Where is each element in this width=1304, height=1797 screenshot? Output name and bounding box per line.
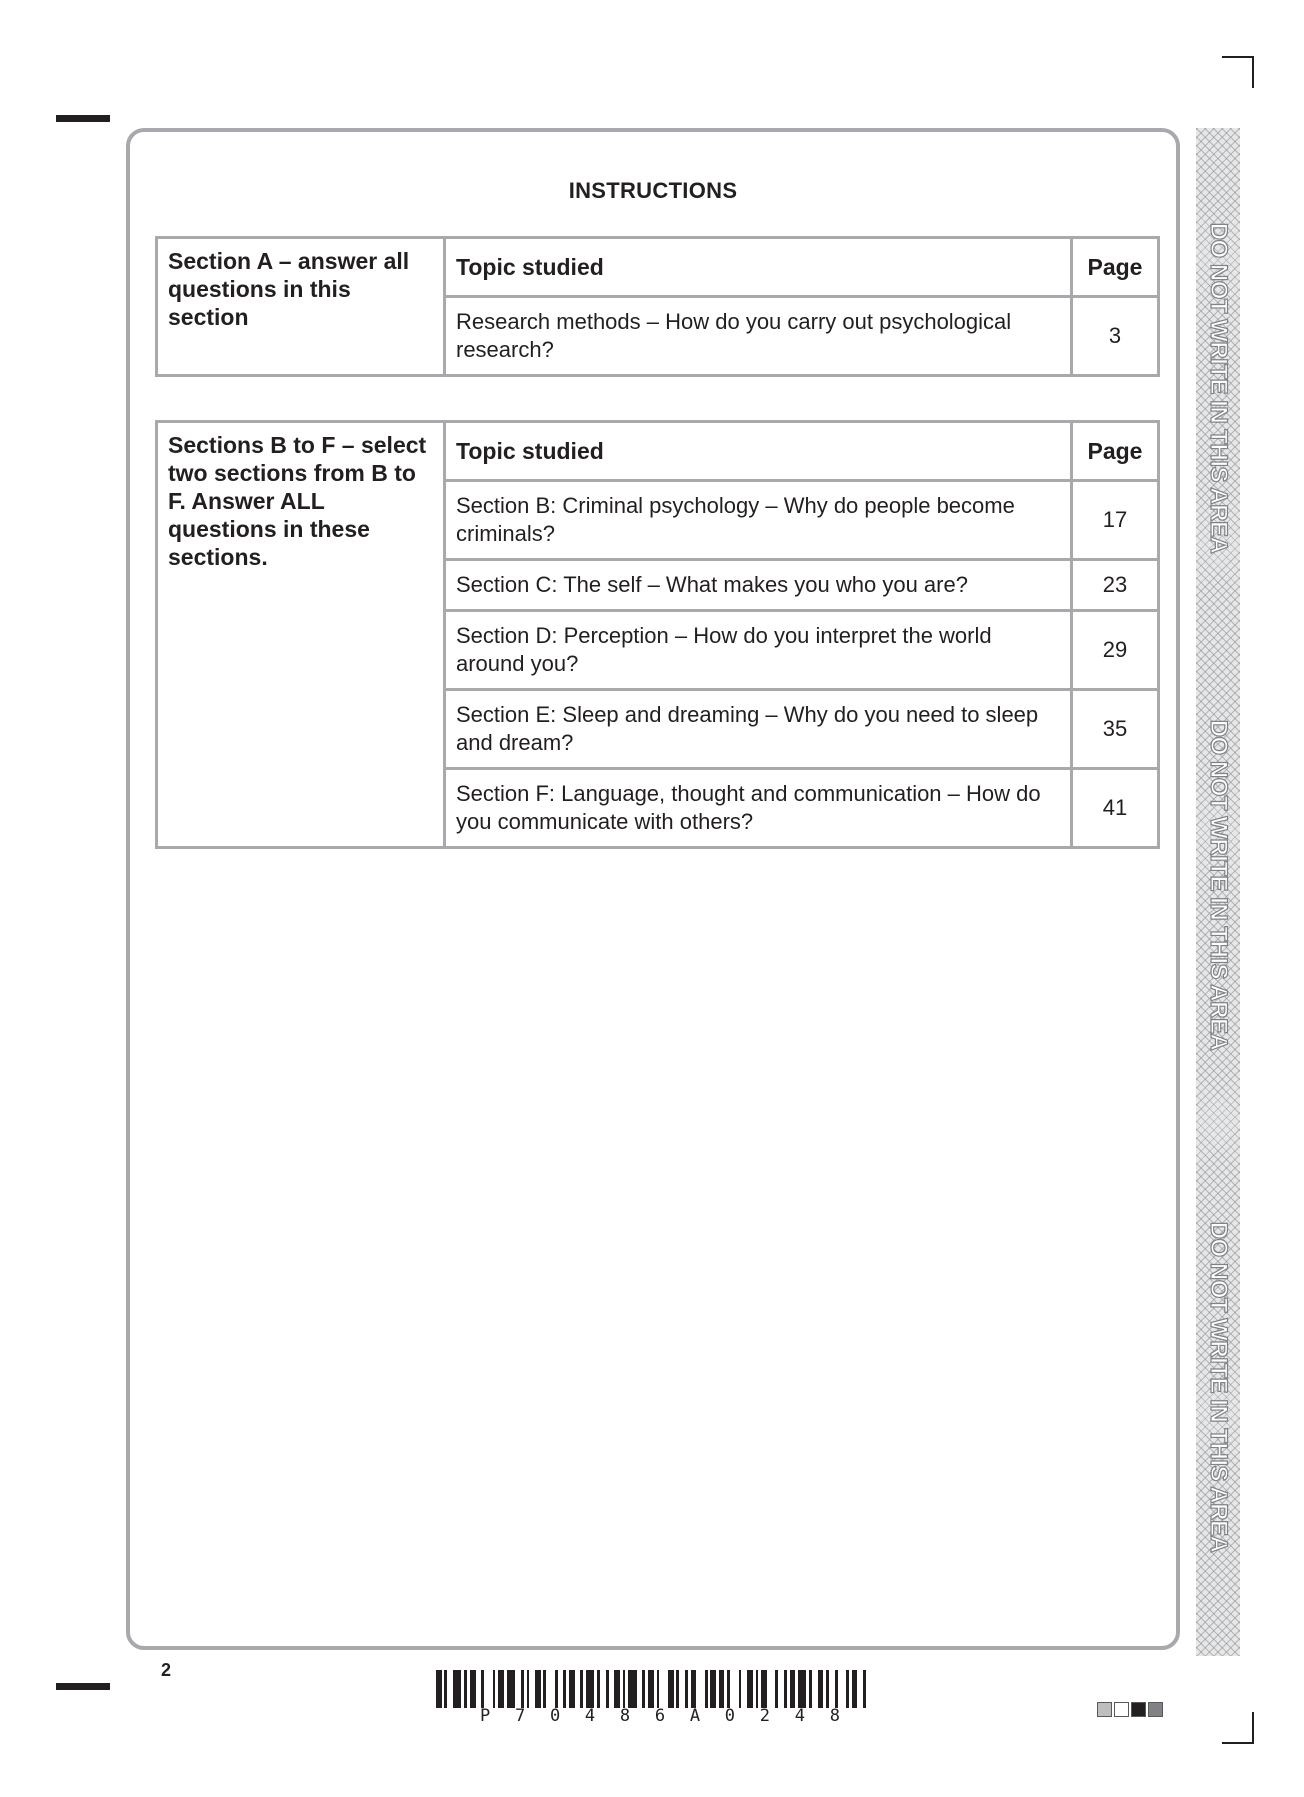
sections-b-f-instruction: Sections B to F – select two sections from B to F. Answer ALL questions in these sections. [157,422,445,848]
barcode-bar [484,1670,492,1708]
registration-dash-top [56,115,110,122]
barcode-char: 0 [549,1706,561,1726]
indicator-square [1097,1702,1112,1717]
page-cell: 17 [1072,481,1159,560]
header-topic: Topic studied [445,422,1072,481]
barcode-bar [767,1670,775,1708]
crop-mark-top-right-vertical [1252,56,1254,88]
barcode-char: 0 [724,1706,736,1726]
margin-warning-3: DO NOT WRITE IN THIS AREA [1205,1221,1232,1553]
registration-dash-bottom [56,1683,110,1690]
barcode-bar [453,1670,461,1708]
page-cell: 3 [1072,297,1159,376]
crop-mark-bottom-right-vertical [1252,1712,1254,1744]
page-cell: 29 [1072,611,1159,690]
indicator-square [1131,1702,1146,1717]
barcode-char: 7 [514,1706,526,1726]
table-header-row [157,422,1159,481]
topic-cell: Section B: Criminal psychology – Why do people become criminals? [445,481,1072,560]
barcode-char: 4 [584,1706,596,1726]
barcode-char: 6 [654,1706,666,1726]
barcode-bar [798,1670,806,1708]
page-number: 2 [161,1660,172,1680]
barcode-char: P [480,1706,491,1726]
sections-b-f-table [155,420,1160,849]
barcode-char: 8 [829,1706,840,1726]
barcode-bar [586,1670,594,1708]
barcode-text [480,1706,840,1726]
barcode-char: A [689,1706,701,1726]
page-cell: 35 [1072,690,1159,769]
barcode-bar [546,1670,554,1708]
page-cell: 41 [1072,769,1159,848]
barcode-bar [866,1670,872,1708]
topic-cell: Research methods – How do you carry out psychological research? [445,297,1072,376]
topic-cell: Section F: Language, thought and communication – How do you communicate with others? [445,769,1072,848]
page-title: INSTRUCTIONS [568,178,738,203]
topic-cell: Section C: The self – What makes you who you are? [445,560,1072,611]
barcode-bar [838,1670,846,1708]
indicator-square [1148,1702,1163,1717]
barcode-bar [659,1670,667,1708]
barcode-bar [696,1670,704,1708]
crop-mark-top-right-horizontal [1222,56,1254,58]
crop-mark-bottom-right-horizontal [1222,1742,1254,1744]
header-topic: Topic studied [445,238,1072,297]
margin-warning-2: DO NOT WRITE IN THIS AREA [1205,719,1232,1051]
margin-warning-1: DO NOT WRITE IN THIS AREA [1205,222,1232,554]
header-page: Page [1072,422,1159,481]
header-page: Page [1072,238,1159,297]
emphasis-two: two [168,460,208,486]
topic-cell: Section E: Sleep and dreaming – Why do you need to sleep and dream? [445,690,1072,769]
barcode-char: 4 [794,1706,805,1726]
section-a-instruction: Section A – answer all questions in this section [157,238,445,376]
page-cell: 23 [1072,560,1159,611]
barcode-char: 2 [759,1706,770,1726]
barcode-bar [730,1670,738,1708]
barcode-bar [628,1670,636,1708]
barcode-char: 8 [619,1706,631,1726]
table-header-row [157,238,1159,297]
barcode [436,1670,872,1708]
indicator-square [1114,1702,1129,1717]
section-a-table [155,236,1160,377]
barcode-bar [507,1670,515,1708]
page-indicator-squares [1097,1702,1163,1717]
topic-cell: Section D: Perception – How do you interpret the world around you? [445,611,1072,690]
